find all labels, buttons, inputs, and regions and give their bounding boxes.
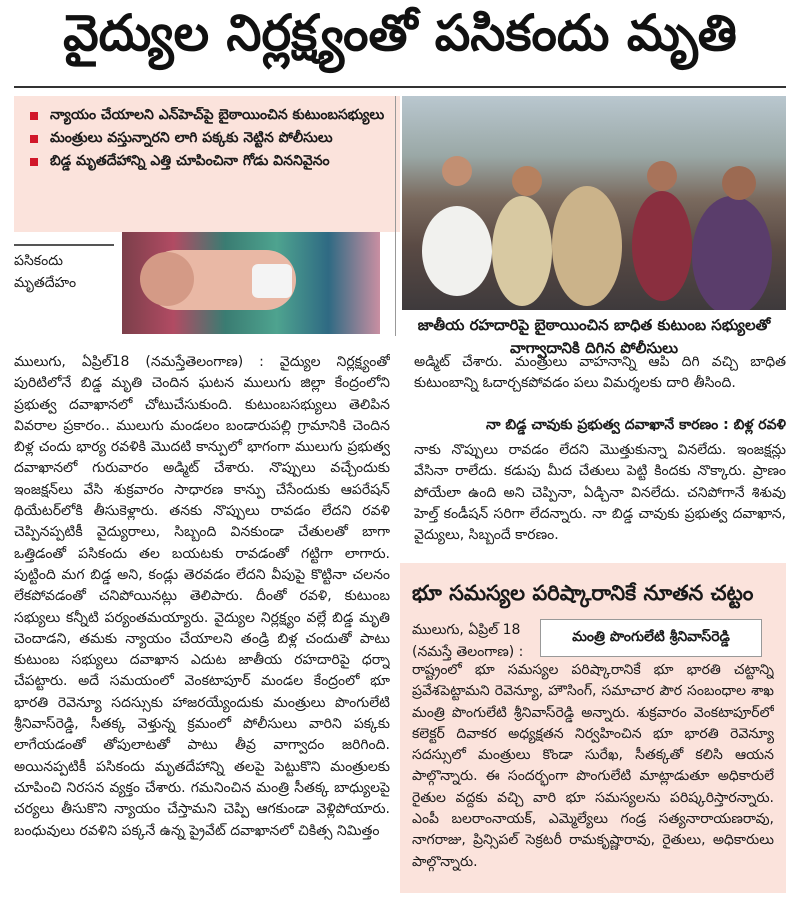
highlight-item xyxy=(24,150,390,173)
highlight-text: బిడ్డ మృతదేహాన్ని ఎత్తి చూపించినా గోడు విననివైనం xyxy=(50,153,330,169)
highlight-item xyxy=(24,127,390,150)
minister-name: మంత్రి పొంగులేటి శ్రీనివాస్‌రెడ్డి xyxy=(572,628,730,645)
column-divider xyxy=(395,96,396,336)
side-story-title: భూ సమస్యల పరిష్కారానికే నూతన చట్టం xyxy=(412,581,754,605)
highlights-box xyxy=(14,96,400,232)
face-shape xyxy=(722,166,756,200)
highlight-text: మంత్రులు వస్తున్నారని లాగి పక్కకు నెట్టిన పోలీసులు xyxy=(50,130,333,146)
highlight-text: న్యాయం చేయాలని ఎన్‌హెచ్‌పై బైఠాయించిన కుటుంబసభ్యులు xyxy=(50,107,385,123)
side-story-dateline: ములుగు, ఏప్రిల్‌ 18 (నమస్తే తెలంగాణ) : xyxy=(412,622,524,660)
police-shape xyxy=(552,186,622,306)
minister-tag xyxy=(540,619,762,657)
face-shape xyxy=(442,156,472,186)
diaper-shape xyxy=(252,264,292,298)
face-shape xyxy=(512,166,542,196)
police-shape xyxy=(492,196,552,306)
sub-heading: నా బిడ్డ చావుకు ప్రభుత్వ దవాఖానే కారణం : బిళ్ల రవళి xyxy=(485,417,786,433)
face-shape xyxy=(647,161,677,191)
right-continuation xyxy=(414,352,786,416)
person-shape xyxy=(632,191,692,301)
baby-photo xyxy=(122,232,380,334)
quote-text: నాకు నొప్పులు రావడం లేదని మొత్తుకున్నా వినలేదు. ఇంజక్షన్లు వేసినా రాలేదు. కడుపు మీద చేతులు పెట్టి కిందకు నొక్కారు. ప్రాణం పోయేలా ఉంది అని చెప్పినా, ఏడ్చినా వినలేదు. చనిపోగానే శిశువు హెల్త్‌ కండీషన్‌ సరిగా లేదన్నారు. నా బిడ్డ చావుకు ప్రభుత్వ దవాఖాన, వైద్యులు, సిబ్బందే కారణం. xyxy=(414,442,786,544)
bullet-icon xyxy=(30,135,38,143)
headline-rule xyxy=(14,86,786,88)
bullet-icon xyxy=(30,112,38,120)
side-story-text: రాష్ట్రంలో భూ సమస్యల పరిష్కారానికే భూ భారతి చట్టాన్ని ప్రవేశపెట్టామని రెవెన్యూ, హౌసింగ్‌, సమాచార పౌర సంబంధాల శాఖ మంత్రి పొంగులేటి శ్రీనివాస్‌రెడ్డి అన్నారు. శుక్రవారం వెంకటాపూర్‌లో కలెక్టర్‌ దివాకర అధ్యక్షతన నిర్వహించిన భూ భారతి రెవెన్యూ సదస్సులో మంత్రులు కొండా సురేఖ, సీతక్కతో కలిసి ఆయన పాల్గొన్నారు. ఈ సందర్భంగా పొంగులేటి మాట్లాడుతూ అధికారులే రైతుల వద్దకు వచ్చి వారి భూ సమస్యలను పరిష్కరిస్తారన్నారు. ఎంపీ బలరాంనాయక్‌, ఎమ్మెల్యేలు గండ్ర సత్యనారాయణరావు, నాగరాజు, ప్రిన్సిపల్‌ సెక్రటరీ రామకృష్ణారావు, రైతులు, అధికారులు పాల్గొన్నారు. xyxy=(412,662,774,870)
quote-column xyxy=(414,440,786,558)
article-continuation: అడ్మిట్‌ చేశారు. మంత్రులు వాహనాన్ని ఆపి దిగి వచ్చి బాధిత కుటుంబాన్ని ఓదార్చకపోవడం పలు విమర్శలకు దారి తీసింది. xyxy=(414,354,786,392)
photo-caption: జాతీయ రహదారిపై బైఠాయించిన బాధిత కుటుంబ సభ్యులతో వాగ్వాదానికి దిగిన పోలీసులు xyxy=(417,316,771,357)
baby-head-shape xyxy=(140,252,194,306)
highlight-item xyxy=(24,104,390,127)
article-body: ములుగు, ఏప్రిల్‌18 (నమస్తేతెలంగాణ) : వైద్యుల నిర్లక్ష్యంతో పురిటిలోనే బిడ్డ మృతి చెందిన ఘటన ములుగు జిల్లా కేంద్రంలోని ప్రభుత్వ దవాఖానలో చోటుచేసుకుంది. కుటుంబసభ్యులు తెలిపిన వివరాల ప్రకారం.. ములుగు మండలం బండారుపల్లి గ్రామానికి చెందిన బిళ్ల చందు భార్య రవళికి మొదటి కాన్పులో భాగంగా ములుగు ప్రభుత్వ దవాఖానలో గురువారం అడ్మిట్‌ చేశారు. నొప్పులు వచ్చేందుకు ఇంజక్షన్‌లు వేసి శుక్రవారం సాధారణ కాన్పు చేసేందుకు ఆపరేషన్‌ థియేటర్‌లోకి తీసుకెళ్లారు. తనకు నొప్పులు రావడం లేదని రవళి చెప్పినప్పటికీ వైద్యురాలు, సిబ్బంది వినకుండా చేతులతో బాగా ఒత్తిడంతో పసికందు తల బయటకు రావడంతో గట్టిగా లాగారు. పుట్టింది మగ బిడ్డ అని, కండ్లు తెరవడం లేదని వీపుపై కొట్టినా చలనం లేకపోవడంతో చనిపోయినట్లు తెలిపారు. దీంతో రవళి, కుటుంబ సభ్యులు కన్నీటి పర్యంతమయ్యారు. వైద్యుల నిర్లక్ష్యం వల్లే బిడ్డ మృతి చెందాడని, తమకు న్యాయం చేయాలని తండ్రి బిళ్ల చందుతో పాటు కుటుంబ సభ్యులు దవాఖాన ఎదుట జాతీయ రహదారిపై ధర్నా చేపట్టారు. అదే సమయంలో వెంకటాపూర్‌ మండల కేంద్రంలో భూ భారతి రెవెన్యూ సదస్సుకు హాజరయ్యేందుకు మంత్రులు పొంగులేటి శ్రీనివాస్‌రెడ్డి, సీతక్క వెళ్తున్న క్రమంలో పోలీసులు వారిని పక్కకు లాగేయడంతో తోపులాటతో పాటు తీవ్ర వాగ్వాదం జరిగింది. అయినప్పటికీ పసికందు మృతదేహాన్ని తలపై పెట్టుకొని మంత్రులకు చూపించి నిరసన వ్యక్తం చేశారు. గమనించిన మంత్రి సీతక్క బాధ్యులపై చర్యలు తీసుకొని న్యాయం చేస్తామని చెప్పి ఆగకుండా వెళ్లిపోయారు. బంధువులు రవళిని పక్కనే ఉన్న ప్రైవేట్‌ దవాఖానలో చికిత్స నిమిత్తం xyxy=(14,354,390,839)
baby-photo-caption: పసికందు మృతదేహం xyxy=(14,244,114,294)
side-story-body xyxy=(412,660,774,888)
left-column-text xyxy=(14,352,390,904)
person-shape xyxy=(422,206,492,296)
person-shape xyxy=(692,196,772,310)
headline: వైద్యుల నిర్లక్ష్యంతో పసికందు మృతి xyxy=(63,3,737,62)
bullet-icon xyxy=(30,158,38,166)
crowd-photo xyxy=(402,96,786,310)
